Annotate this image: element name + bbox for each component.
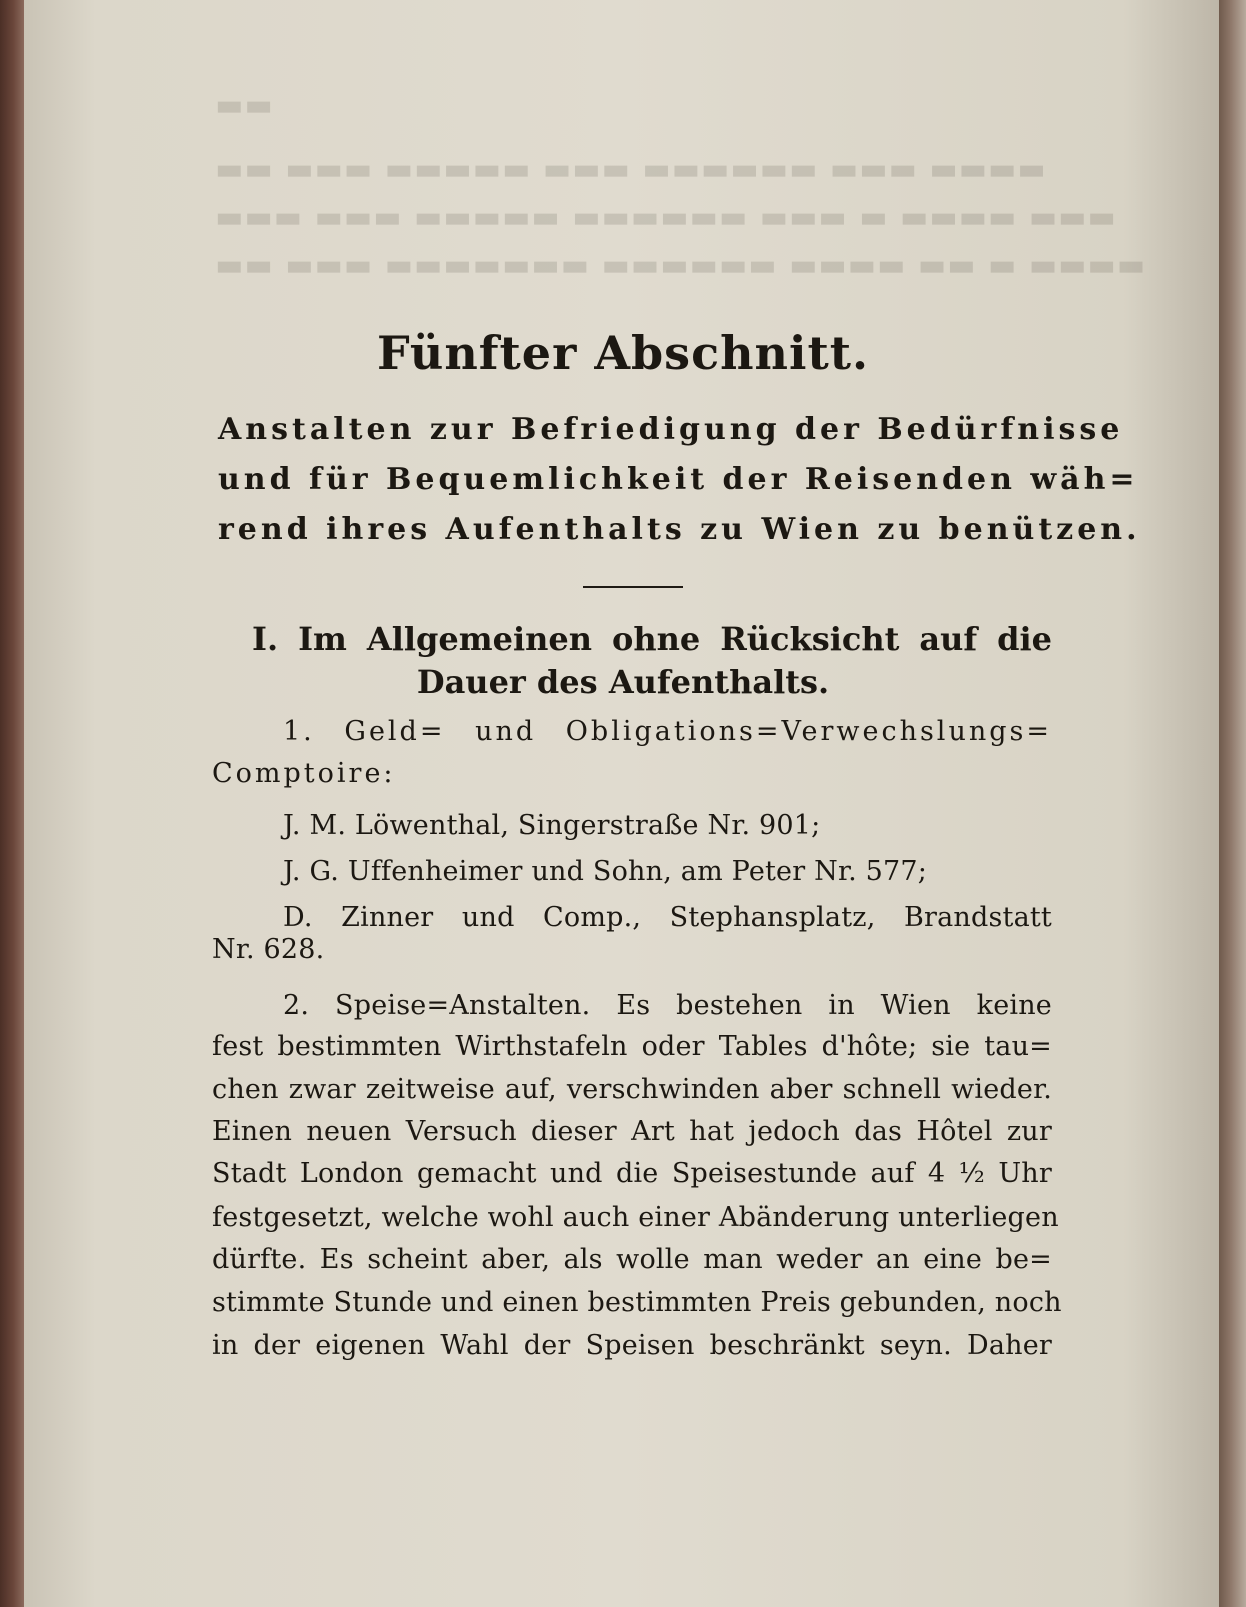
body-line: fest bestimmten Wirthstafeln oder Tables d'hôte; sie tau= bbox=[212, 1031, 1052, 1062]
section-heading-line: I. Im Allgemeinen ohne Rücksicht auf die bbox=[252, 620, 1052, 658]
page-edge bbox=[1219, 0, 1246, 1607]
body-line: 1. Geld= und Obligations=Verwechslungs= bbox=[283, 716, 1052, 747]
chapter-subtitle-line: rend ihres Aufenthalts zu Wien zu benützen. bbox=[218, 512, 1141, 547]
body-line: D. Zinner und Comp., Stephansplatz, Brandstatt bbox=[283, 902, 1052, 933]
chapter-title: Fünfter Abschnitt. bbox=[377, 326, 869, 380]
divider-rule bbox=[583, 586, 683, 588]
body-line: Comptoire: bbox=[212, 758, 396, 789]
chapter-subtitle-line: und für Bequemlichkeit der Reisenden wäh= bbox=[218, 462, 1139, 497]
body-line: Einen neuen Versuch dieser Art hat jedoch das Hôtel zur bbox=[212, 1116, 1052, 1147]
show-through-texture: ▬▬ bbox=[214, 88, 273, 123]
section-heading-line: Dauer des Aufenthalts. bbox=[416, 663, 830, 701]
chapter-subtitle-line: Anstalten zur Befriedigung der Bedürfnisse bbox=[218, 412, 1124, 447]
body-line: Stadt London gemacht und die Speisestunde auf 4 ½ Uhr bbox=[212, 1158, 1052, 1189]
body-line: stimmte Stunde und einen bestimmten Preis gebunden, noch bbox=[212, 1287, 1062, 1318]
show-through-texture: ▬▬▬▬ ▬ ▬▬ ▬▬▬▬ ▬▬▬▬▬▬ ▬▬▬▬▬▬▬ ▬▬▬ ▬▬ bbox=[214, 248, 1146, 283]
book-binding bbox=[0, 0, 24, 1607]
body-line: J. G. Uffenheimer und Sohn, am Peter Nr. 577; bbox=[283, 856, 928, 887]
show-through-texture: ▬▬▬▬ ▬▬▬ ▬▬▬▬▬▬ ▬▬▬ ▬▬▬▬▬ ▬▬▬ ▬▬ bbox=[214, 152, 1046, 187]
body-line: festgesetzt, welche wohl auch einer Abänderung unterliegen bbox=[212, 1202, 1059, 1233]
show-through-texture: ▬▬▬ ▬▬▬▬ ▬ ▬▬▬ ▬▬▬▬▬▬ ▬▬▬▬▬ ▬▬▬ ▬▬▬ bbox=[214, 200, 1116, 235]
body-line: in der eigenen Wahl der Speisen beschränkt seyn. Daher bbox=[212, 1330, 1052, 1361]
body-line: dürfte. Es scheint aber, als wolle man weder an eine be= bbox=[212, 1244, 1052, 1275]
body-line: J. M. Löwenthal, Singerstraße Nr. 901; bbox=[283, 810, 821, 841]
body-line: 2. Speise=Anstalten. Es bestehen in Wien keine bbox=[283, 990, 1052, 1021]
body-line: Nr. 628. bbox=[212, 934, 325, 965]
body-line: chen zwar zeitweise auf, verschwinden aber schnell wieder. bbox=[212, 1074, 1052, 1105]
